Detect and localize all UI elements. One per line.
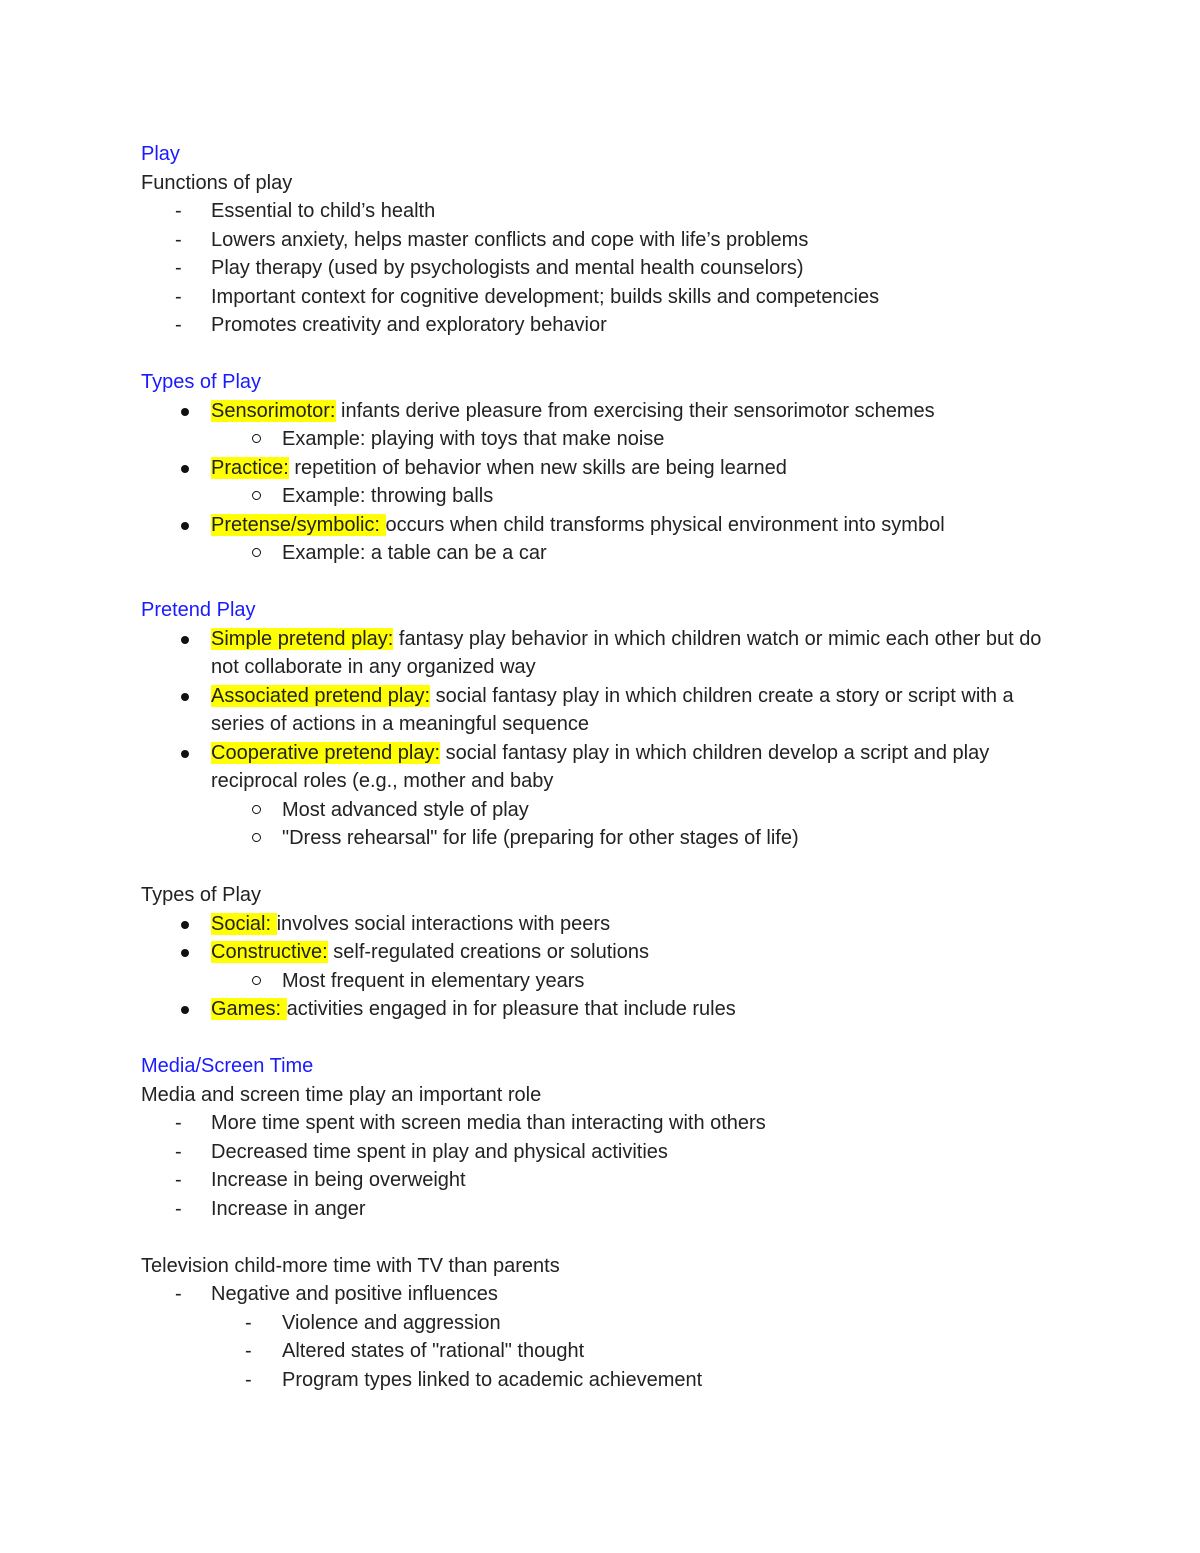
list-item: - Increase in being overweight [141,1166,1071,1195]
bullet-icon [181,522,189,530]
list-item: - Promotes creativity and exploratory behavior [141,311,1071,340]
sub-list-item: Example: throwing balls [141,482,1071,511]
bullet-icon [181,408,189,416]
highlighted-term: Constructive: [211,941,328,963]
circle-bullet-icon [252,805,261,814]
circle-bullet-icon [252,833,261,842]
dash-icon: - [175,228,182,251]
sub-list-item: Example: a table can be a car [141,539,1071,568]
dash-icon: - [175,257,182,279]
list-item: - Important context for cognitive development; builds skills and competencies [141,283,1071,312]
bullet-icon [181,465,189,473]
bullet-icon [181,750,189,758]
highlighted-term: Social: [211,912,277,935]
dash-icon: - [245,1340,252,1362]
dash-icon: - [175,314,182,336]
list-item: Games: activities engaged in for pleasure that include rules [141,995,1071,1024]
list-item: Associated pretend play: social fantasy play in which children create a story or script with a series of actions in a meaningful sequence [141,682,1071,739]
document-body [141,140,1071,1394]
list-item: - More time spent with screen media than interacting with others [141,1109,1071,1138]
sub-list-item: - Program types linked to academic achievement [141,1366,1071,1395]
dash-icon: - [175,1112,182,1134]
list-item: Cooperative pretend play: social fantasy play in which children develop a script and play reciprocal roles (e.g., mother and baby [141,739,1071,796]
list-item: Practice: repetition of behavior when new skills are being learned [141,454,1071,483]
sub-list-item: "Dress rehearsal" for life (preparing for other stages of life) [141,824,1071,853]
list-item: - Essential to child’s health [141,197,1071,226]
dash-icon: - [175,1197,182,1220]
paragraph-television-child: Television child-more time with TV than parents [141,1254,560,1277]
list-item: Pretense/symbolic: occurs when child transforms physical environment into symbol [141,511,1071,540]
highlighted-term: Sensorimotor: [211,399,336,422]
section-heading-media-screen-time: Media/Screen Time [141,1055,314,1077]
bullet-icon [181,693,189,701]
highlighted-term: Associated pretend play: [211,684,431,707]
section-heading-types-of-play-2: Types of Play [141,884,262,906]
list-item: Social: involves social interactions with peers [141,910,1071,939]
list-item: - Play therapy (used by psychologists and mental health counselors) [141,254,1071,283]
highlighted-term: Simple pretend play: [211,627,394,650]
dash-icon: - [245,1368,252,1391]
list-item: Constructive: self-regulated creations or solutions [141,938,1071,967]
dash-icon: - [175,1283,182,1305]
list-item: - Decreased time spent in play and physical activities [141,1138,1071,1167]
dash-icon: - [175,1169,182,1191]
paragraph-media-intro: Media and screen time play an important role [141,1083,542,1106]
bullet-icon [181,1006,189,1014]
list-item: - Lowers anxiety, helps master conflicts and cope with life’s problems [141,226,1071,255]
bullet-icon [181,636,189,644]
circle-bullet-icon [252,548,261,557]
sub-list-item: Example: playing with toys that make noise [141,425,1071,454]
dash-icon: - [245,1311,252,1334]
circle-bullet-icon [252,491,261,500]
dash-icon: - [175,1140,182,1163]
paragraph-functions-of-play: Functions of play [141,171,293,194]
sub-list-item: Most frequent in elementary years [141,967,1071,996]
highlighted-term: Cooperative pretend play: [211,741,441,764]
highlighted-term: Practice: [211,456,289,479]
bullet-icon [181,921,189,929]
circle-bullet-icon [252,434,261,443]
list-item: - Negative and positive influences [141,1280,1071,1309]
section-heading-pretend-play: Pretend Play [141,599,256,621]
sub-list-item: - Violence and aggression [141,1309,1071,1338]
section-heading-play: Play [141,143,180,165]
highlighted-term: Games: [211,998,287,1020]
sub-list-item: Most advanced style of play [141,796,1071,825]
circle-bullet-icon [252,976,261,985]
list-item: - Increase in anger [141,1195,1071,1224]
highlighted-term: Pretense/symbolic: [211,513,386,536]
list-item: Simple pretend play: fantasy play behavior in which children watch or mimic each other but do not collaborate in any organized way [141,625,1071,682]
section-heading-types-of-play: Types of Play [141,371,262,393]
list-item: Sensorimotor: infants derive pleasure from exercising their sensorimotor schemes [141,397,1071,426]
dash-icon: - [175,285,182,308]
bullet-icon [181,949,189,957]
dash-icon: - [175,200,182,222]
sub-list-item: - Altered states of "rational" thought [141,1337,1071,1366]
